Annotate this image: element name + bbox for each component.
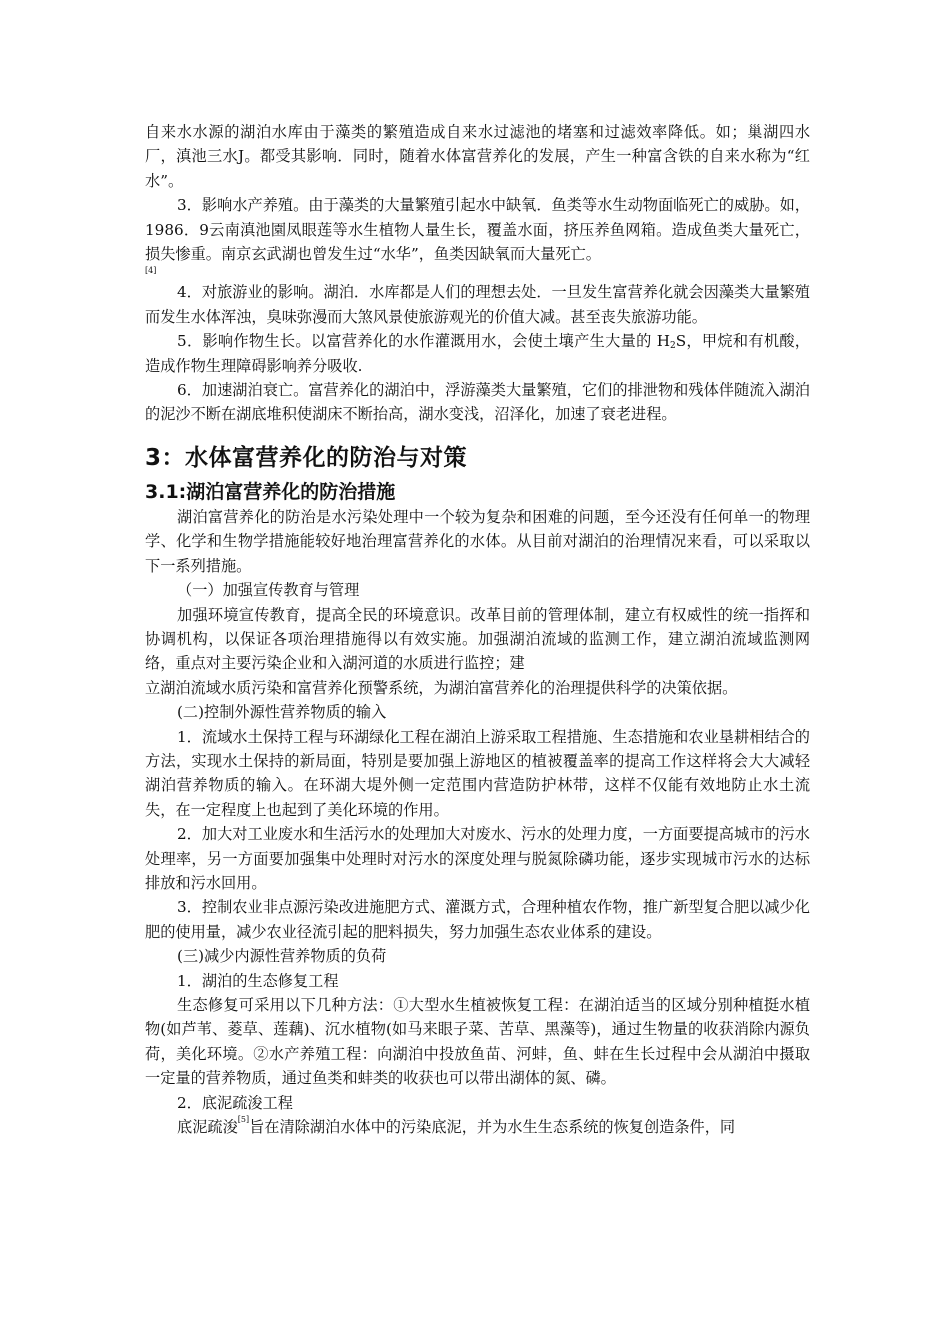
paragraph-dredging-text-a: 底泥疏浚 <box>177 1118 238 1137</box>
paragraph-lake-decline: 6．加速湖泊衰亡。富营养化的湖泊中，浮游藻类大量繁殖，它们的排泄物和残体伴随流入湖泊的泥沙不断在湖底堆积使湖床不断抬高，湖水变浅，沼泽化，加速了衰老进程。 <box>145 381 810 424</box>
paragraph-warning-system: 立湖泊流域水质污染和富营养化预警系统，为湖泊富营养化的治理提供科学的决策依据。 <box>145 678 738 697</box>
paragraph-education: 加强环境宣传教育，提高全民的环境意识。改革目前的管理体制，建立有权威性的统一指挥和协调机构，以保证各项治理措施得以有效实施。加强湖泊流域的监测工作，建立湖泊流域监测网络，重点对主要污染企业和入湖河道的水质进行监控；建 <box>145 605 810 673</box>
paragraph-red-water: 自来水水源的湖泊水库由于藻类的繁殖造成自来水过滤池的堵塞和过滤效率降低。如；巢湖四水厂，滇池三水J。都受其影响．同时，随着水体富营养化的发展，产生一种富含铁的自来水称为“红水”。 <box>145 123 810 190</box>
paragraph-dredging <box>145 1115 810 1139</box>
list-item-ecological-restoration: 1．湖泊的生态修复工程 <box>177 971 339 990</box>
citation-ref-4: [4] <box>145 266 157 276</box>
paragraph-soil-conservation: 1．流域水土保持工程与环湖绿化工程在湖泊上游采取工程措施、生态措施和农业垦耕相结合的方法，实现水土保持的新局面，特别是要加强上游地区的植被覆盖率的提高工作这样将会大大减轻湖泊营养物质的输入。在环湖大堤外侧一定范围内营造防护林带，这样不仅能有效地防止水土流失，在一定程度上也起到了美化环境的作用。 <box>145 727 810 819</box>
citation-ref-5: [5] <box>237 1115 250 1125</box>
subsection-heading-3-1: 3.1:湖泊富营养化的防治措施 <box>145 480 396 503</box>
document-page <box>145 120 810 1139</box>
paragraph-intro-measures: 湖泊富营养化的防治是水污染处理中一个较为复杂和困难的问题，至今还没有任何单一的物理学、化学和生物学措施能较好地治理富营养化的水体。从目前对湖泊的治理情况来看，可以采取以下一系列措施。 <box>145 507 810 575</box>
paragraph-dredging-text-b: 旨在清除湖泊水体中的污染底泥，并为水生生态系统的恢复创造条件，同 <box>249 1118 736 1137</box>
list-item-dredging: 2．底泥疏浚工程 <box>177 1093 293 1112</box>
paragraph-agriculture: 3．控制农业非点源污染改进施肥方式、灌溉方式，合理种植农作物，推广新型复合肥以减少化肥的使用量，减少农业径流引起的肥料损失，努力加强生态农业体系的建设。 <box>145 898 810 941</box>
paragraph-wastewater: 2．加大对工业废水和生活污水的处理加大对废水、污水的处理力度，一方面要提高城市的污水处理率，另一方面要加强集中处理时对污水的深度处理与脱氮除磷功能，逐步实现城市污水的达标排放和污水回用。 <box>145 825 810 892</box>
paragraph-crops-text-b: S，甲烷和有机酸，造成作物生理障碍影响养分吸收. <box>145 332 810 375</box>
list-heading-external-sources: (二)控制外源性营养物质的输入 <box>177 703 387 722</box>
citation-line <box>145 266 810 280</box>
paragraph-crops-text-a: 5．影响作物生长。以富营养化的水作灌溉用水，会使土壤产生大量的 H <box>177 332 670 351</box>
paragraph-restoration-methods: 生态修复可采用以下几种方法：①大型水生植被恢复工程：在湖泊适当的区域分别种植挺水植物(如芦苇、菱草、莲藕)、沉水植物(如马来眼子菜、苦草、黑藻等)，通过生物量的收获消除内源负荷，美化环境。②水产养殖工程：向湖泊中投放鱼苗、河蚌，鱼、蚌在生长过程中会从湖泊中摄取一定量的营养物质，通过鱼类和蚌类的收获也可以带出湖体的氮、磷。 <box>145 996 810 1088</box>
subscript-2: 2 <box>669 341 676 352</box>
list-heading-internal-sources: (三)减少内源性营养物质的负荷 <box>177 947 387 966</box>
list-heading-education: （一）加强宣传教育与管理 <box>177 581 360 600</box>
paragraph-tourism: 4．对旅游业的影响。湖泊．水库都是人们的理想去处．一旦发生富营养化就会因藻类大量繁殖而发生水体浑浊，臭味弥漫而大煞风景使旅游观光的价值大减。甚至丧失旅游功能。 <box>145 283 810 326</box>
section-heading-3: 3：水体富营养化的防治与对策 <box>145 444 468 471</box>
paragraph-aquaculture: 3．影响水产养殖。由于藻类的大量繁殖引起水中缺氧．鱼类等水生动物面临死亡的威胁。如，1986．9云南滇池園凤眼莲等水生植物人量生长，覆盖水面，挤压养鱼网箱。造成鱼类大量死亡，损失惨重。南京玄武湖也曾发生过“水华”，鱼类因缺氧而大量死亡。 <box>145 196 810 264</box>
paragraph-crops <box>145 329 810 378</box>
